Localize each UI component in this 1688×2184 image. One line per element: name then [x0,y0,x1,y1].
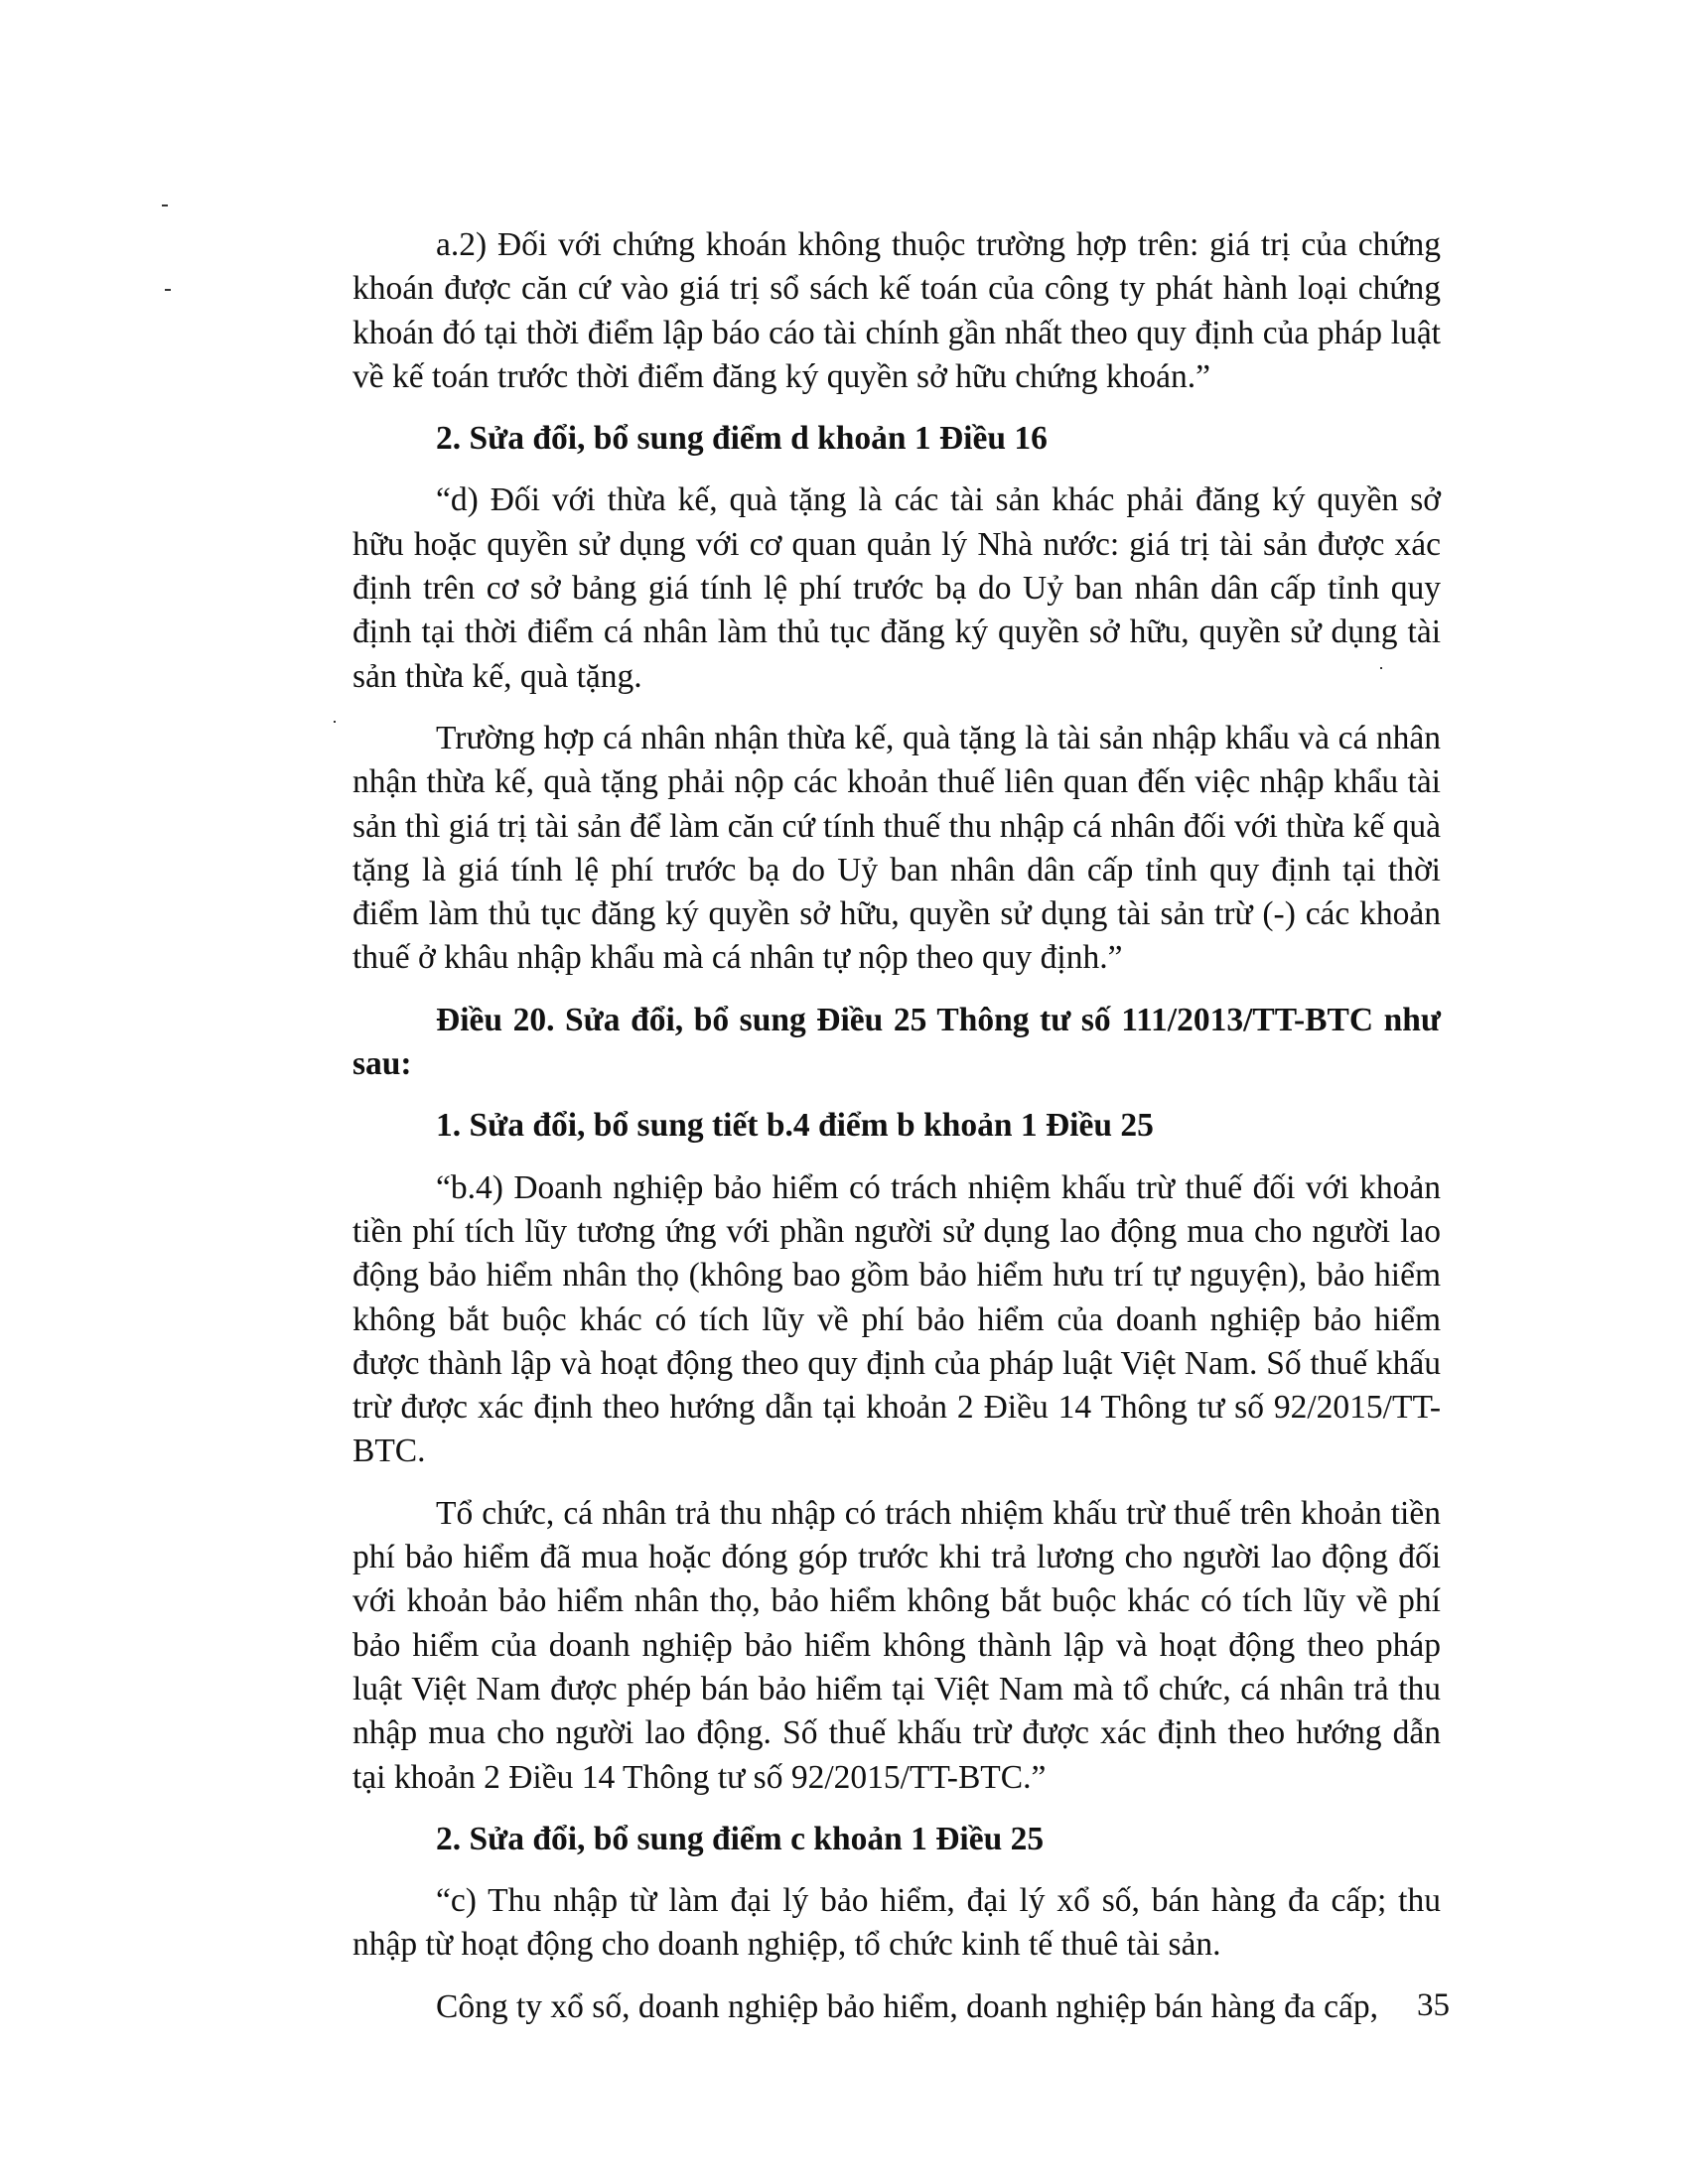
paragraph-c: “c) Thu nhập từ làm đại lý bảo hiểm, đại lý xổ số, bán hàng đa cấp; thu nhập từ hoạt động cho doanh nghiệp, tổ chức kinh tế thuê tài sản. [352,1882,1441,1964]
paragraph-lottery: Công ty xổ số, doanh nghiệp bảo hiểm, doanh nghiệp bán hàng đa cấp, [436,1987,1378,2025]
scan-speck [162,205,168,206]
paragraph-organizations: Tổ chức, cá nhân trả thu nhập có trách nhiệm khấu trừ thuế trên khoản tiền phí bảo hiểm đã mua hoặc đóng góp trước khi trả lương cho người lao động đối với khoản bảo hiểm nhân thọ, bảo hiểm không bắt buộc khác có tích lũy về phí bảo hiểm của doanh nghiệp bảo hiểm không thành lập và hoạt động theo pháp luật Việt Nam được phép bán bảo hiểm tại Việt Nam mà tổ chức, cá nhân trả thu nhập mua cho người lao động. Số thuế khấu trừ được xác định theo hướng dẫn tại khoản 2 Điều 14 Thông tư số 92/2015/TT-BTC.” [352,1494,1441,1796]
page-number: 35 [1417,1987,1450,2023]
scan-speck [334,721,336,723]
paragraph-import: Trường hợp cá nhân nhận thừa kế, quà tặng là tài sản nhập khẩu và cá nhân nhận thừa kế, quà tặng phải nộp các khoản thuế liên quan đến việc nhập khẩu tài sản thì giá trị tài sản để làm căn cứ tính thuế thu nhập cá nhân đối với thừa kế quà tặng là giá tính lệ phí trước bạ do Uỷ ban nhân dân cấp tỉnh quy định tại thời điểm làm thủ tục đăng ký quyền sở hữu, quyền sử dụng tài sản trừ (-) các khoản thuế ở khâu nhập khẩu mà cá nhân tự nộp theo quy định.” [352,719,1441,977]
paragraph-d: “d) Đối với thừa kế, quà tặng là các tài sản khác phải đăng ký quyền sở hữu hoặc quyền sử dụng với cơ quan quản lý Nhà nước: giá trị tài sản được xác định trên cơ sở bảng giá tính lệ phí trước bạ do Uỷ ban nhân dân cấp tỉnh quy định tại thời điểm cá nhân làm thủ tục đăng ký quyền sở hữu, quyền sử dụng tài sản thừa kế, quà tặng. [352,481,1441,695]
heading-amend-point-c: 2. Sửa đổi, bổ sung điểm c khoản 1 Điều 25 [436,1820,1045,1857]
heading-article-20: Điều 20. Sửa đổi, bổ sung Điều 25 Thông tư số 111/2013/TT-BTC như sau: [352,1001,1441,1083]
scan-speck [1380,667,1382,669]
paragraph-b4: “b.4) Doanh nghiệp bảo hiểm có trách nhiệm khấu trừ thuế đối với khoản tiền phí tích lũy tương ứng với phần người sử dụng lao động mua cho người lao động bảo hiểm nhân thọ (không bao gồm bảo hiểm hưu trí tự nguyện), bảo hiểm không bắt buộc khác có tích lũy về phí bảo hiểm của doanh nghiệp bảo hiểm được thành lập và hoạt động theo quy định của pháp luật Việt Nam. Số thuế khấu trừ được xác định theo hướng dẫn tại khoản 2 Điều 14 Thông tư số 92/2015/TT-BTC. [352,1168,1441,1470]
heading-amend-b4: 1. Sửa đổi, bổ sung tiết b.4 điểm b khoản 1 Điều 25 [436,1107,1154,1145]
heading-amend-point-d: 2. Sửa đổi, bổ sung điểm d khoản 1 Điều 16 [436,420,1048,458]
scan-speck [165,289,171,291]
page-content [352,223,1441,2047]
paragraph-a2: a.2) Đối với chứng khoán không thuộc trường hợp trên: giá trị của chứng khoán được căn cứ vào giá trị sổ sách kế toán của công ty phát hành loại chứng khoán đó tại thời điểm lập báo cáo tài chính gần nhất theo quy định của pháp luật về kế toán trước thời điểm đăng ký quyền sở hữu chứng khoán.” [352,226,1441,395]
